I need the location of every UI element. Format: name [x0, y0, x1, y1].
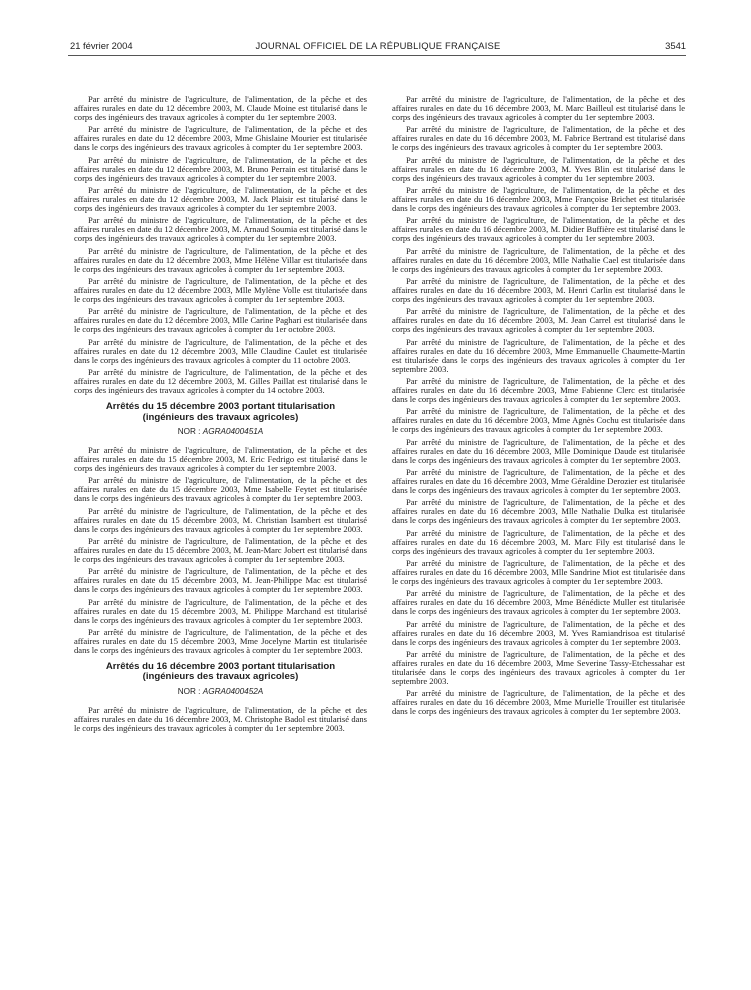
nor-reference: [74, 687, 367, 696]
decree-paragraph: Par arrêté du ministre de l'agriculture, de l'alimentation, de la pêche et des affaires rurales en date du 16 décembre 2003, Mme Géraldine Derozier est titularisée dans le corps des ingénieurs des travaux agricoles à compter du 1er septembre 2003.: [392, 466, 685, 496]
page-number: 3541: [665, 40, 686, 51]
right-column: [392, 95, 685, 720]
decree-paragraph: Par arrêté du ministre de l'agriculture, de l'alimentation, de la pêche et des affaires rurales en date du 12 décembre 2003, M. Arnaud Soumia est titularisé dans le corps des ingénieurs des travaux agricoles à compter du 1er septembre 2003.: [74, 215, 367, 244]
decree-paragraph: Par arrêté du ministre de l'agriculture, de l'alimentation, de la pêche et des affaires rurales en date du 15 décembre 2003, M. Eric Fedrigo est titularisé dans le corps des ingénieurs des travaux agricoles à compter du 1er septembre 2003.: [74, 444, 367, 473]
decree-paragraph: Par arrêté du ministre de l'agriculture, de l'alimentation, de la pêche et des affaires rurales en date du 16 décembre 2003, M. Henri Carlin est titularisé dans le corps des ingénieurs des travaux agricoles à compter du 1er septembre 2003.: [392, 275, 685, 305]
section-subtitle-line: (ingénieurs des travaux agricoles): [142, 411, 299, 423]
left-column: [74, 95, 367, 736]
decree-paragraph: Par arrêté du ministre de l'agriculture, de l'alimentation, de la pêche et des affaires rurales en date du 16 décembre 2003, Mme Severine Tassy-Etchessahar est titularisée dans le corps des ingénieurs des travaux agricoles à compter du 1er septembre 2003.: [392, 648, 685, 687]
decree-paragraph: Par arrêté du ministre de l'agriculture, de l'alimentation, de la pêche et des affaires rurales en date du 16 décembre 2003, M. Marc Fily est titularisé dans le corps des ingénieurs des travaux agricoles à compter du 1er septembre 2003.: [392, 527, 685, 556]
decree-paragraph: Par arrêté du ministre de l'agriculture, de l'alimentation, de la pêche et des affaires rurales en date du 12 décembre 2003, M. Claude Moine est titularisé dans le corps des ingénieurs des travaux agricoles à compter du 1er septembre 2003.: [74, 94, 367, 123]
decree-paragraph: Par arrêté du ministre de l'agriculture, de l'alimentation, de la pêche et des affaires rurales en date du 12 décembre 2003, Mme Ghislaine Mourier est titularisée dans le corps des ingénieurs des travaux agricoles à compter du 1er septembre 2003.: [74, 124, 367, 153]
nor-code: AGRA0400451A: [202, 426, 264, 436]
decree-paragraph: Par arrêté du ministre de l'agriculture, de l'alimentation, de la pêche et des affaires rurales en date du 16 décembre 2003, M. Christophe Badol est titularisé dans le corps des ingénieurs des travaux agricoles à compter du 1er septembre 2003.: [74, 704, 367, 733]
decree-paragraph: Par arrêté du ministre de l'agriculture, de l'alimentation, de la pêche et des affaires rurales en date du 15 décembre 2003, Mme Isabelle Feytet est titularisée dans le corps des ingénieurs des travaux agricoles à compter du 1er septembre 2003.: [74, 475, 367, 504]
decree-paragraph: Par arrêté du ministre de l'agriculture, de l'alimentation, de la pêche et des affaires rurales en date du 12 décembre 2003, M. Jack Plaisir est titularisé dans le corps des ingénieurs des travaux agricoles à compter du 1er septembre 2003.: [74, 184, 367, 214]
decree-paragraph: Par arrêté du ministre de l'agriculture, de l'alimentation, de la pêche et des affaires rurales en date du 12 décembre 2003, Mme Hélène Villar est titularisée dans le corps des ingénieurs des travaux agricoles à compter du 1er septembre 2003.: [74, 245, 367, 274]
nor-code: AGRA0400452A: [202, 686, 264, 696]
decree-paragraph: Par arrêté du ministre de l'agriculture, de l'alimentation, de la pêche et des affaires rurales en date du 15 décembre 2003, M. Jean-Marc Jobert est titularisé dans le corps des ingénieurs des travaux agricoles à compter du 1er septembre 2003.: [74, 535, 367, 564]
decree-paragraph: Par arrêté du ministre de l'agriculture, de l'alimentation, de la pêche et des affaires rurales en date du 16 décembre 2003, M. Yves Blin est titularisé dans le corps des ingénieurs des travaux agricoles à compter du 1er septembre 2003.: [392, 154, 685, 183]
section-title-line: Arrêtés du 16 décembre 2003 portant titularisation: [105, 661, 336, 673]
decree-paragraph: Par arrêté du ministre de l'agriculture, de l'alimentation, de la pêche et des affaires rurales en date du 16 décembre 2003, Mme Fabienne Clerc est titularisée dans le corps des ingénieurs des travaux agricoles à compter du 1er septembre 2003.: [392, 376, 685, 405]
decree-paragraph: Par arrêté du ministre de l'agriculture, de l'alimentation, de la pêche et des affaires rurales en date du 16 décembre 2003, M. Yves Ramiandrisoa est titularisé dans le corps des ingénieurs des travaux agricoles à compter du 1er septembre 2003.: [392, 618, 685, 647]
section-heading-15-december: [74, 402, 367, 436]
decree-paragraph: Par arrêté du ministre de l'agriculture, de l'alimentation, de la pêche et des affaires rurales en date du 15 décembre 2003, Mme Jocelyne Martin est titularisée dans le corps des ingénieurs des travaux agricoles à compter du 1er septembre 2003.: [74, 626, 367, 655]
section-subtitle-line: (ingénieurs des travaux agricoles): [142, 671, 299, 683]
decree-paragraph: Par arrêté du ministre de l'agriculture, de l'alimentation, de la pêche et des affaires rurales en date du 16 décembre 2003, M. Marc Bailleul est titularisé dans le corps des ingénieurs des travaux agricoles à compter du 1er septembre 2003.: [392, 94, 685, 123]
decree-paragraph: Par arrêté du ministre de l'agriculture, de l'alimentation, de la pêche et des affaires rurales en date du 16 décembre 2003, Mme Agnès Cochu est titularisée dans le corps des ingénieurs des travaux agricoles à compter du 1er septembre 2003.: [392, 406, 685, 435]
journal-title: JOURNAL OFFICIEL DE LA RÉPUBLIQUE FRANÇAISE: [255, 40, 501, 51]
decree-paragraph: Par arrêté du ministre de l'agriculture, de l'alimentation, de la pêche et des affaires rurales en date du 16 décembre 2003, Mlle Dominique Daude est titularisée dans le corps des ingénieurs des travaux agricoles à compter du 1er septembre 2003.: [392, 436, 685, 465]
nor-reference: [74, 427, 367, 436]
issue-date: 21 février 2004: [70, 40, 133, 51]
decree-paragraph: Par arrêté du ministre de l'agriculture, de l'alimentation, de la pêche et des affaires rurales en date du 15 décembre 2003, M. Christian Isambert est titularisé dans le corps des ingénieurs des travaux agricoles à compter du 1er septembre 2003.: [74, 505, 367, 534]
nor-label: NOR :: [177, 686, 203, 696]
nor-label: NOR :: [177, 426, 203, 436]
decree-paragraph: Par arrêté du ministre de l'agriculture, de l'alimentation, de la pêche et des affaires rurales en date du 16 décembre 2003, M. Didier Buffière est titularisé dans le corps des ingénieurs des travaux agricoles à compter du 1er septembre 2003.: [392, 215, 685, 244]
decree-paragraph: Par arrêté du ministre de l'agriculture, de l'alimentation, de la pêche et des affaires rurales en date du 15 décembre 2003, M. Jean-Philippe Mac est titularisé dans le corps des ingénieurs des travaux agricoles à compter du 1er septembre 2003.: [74, 566, 367, 595]
decree-paragraph: Par arrêté du ministre de l'agriculture, de l'alimentation, de la pêche et des affaires rurales en date du 12 décembre 2003, M. Bruno Perrain est titularisé dans le corps des ingénieurs des travaux agricoles à compter du 1er septembre 2003.: [74, 154, 367, 183]
decree-paragraph: Par arrêté du ministre de l'agriculture, de l'alimentation, de la pêche et des affaires rurales en date du 16 décembre 2003, Mme Bénédicte Muller est titularisée dans le corps des ingénieurs des travaux agricoles à compter du 1er septembre 2003.: [392, 588, 685, 617]
decree-paragraph: Par arrêté du ministre de l'agriculture, de l'alimentation, de la pêche et des affaires rurales en date du 16 décembre 2003, Mme Françoise Brichet est titularisée dans le corps des ingénieurs des travaux agricoles à compter du 1er septembre 2003.: [392, 184, 685, 214]
decree-paragraph: Par arrêté du ministre de l'agriculture, de l'alimentation, de la pêche et des affaires rurales en date du 16 décembre 2003, M. Fabrice Bertrand est titularisé dans le corps des ingénieurs des travaux agricoles à compter du 1er septembre 2003.: [392, 124, 685, 153]
decree-paragraph: Par arrêté du ministre de l'agriculture, de l'alimentation, de la pêche et des affaires rurales en date du 12 décembre 2003, Mlle Mylène Volle est titularisée dans le corps des ingénieurs des travaux agricoles à compter du 1er septembre 2003.: [74, 275, 367, 305]
decree-paragraph: Par arrêté du ministre de l'agriculture, de l'alimentation, de la pêche et des affaires rurales en date du 12 décembre 2003, Mlle Carine Paghari est titularisée dans le corps des ingénieurs des travaux agricoles à compter du 1er octobre 2003.: [74, 306, 367, 335]
decree-paragraph: Par arrêté du ministre de l'agriculture, de l'alimentation, de la pêche et des affaires rurales en date du 16 décembre 2003, Mme Emmanuelle Chaumette-Martin est titularisée dans le corps des ingénieurs des travaux agricoles à compter du 1er septembre 2003.: [392, 336, 685, 374]
decree-paragraph: Par arrêté du ministre de l'agriculture, de l'alimentation, de la pêche et des affaires rurales en date du 16 décembre 2003, Mme Murielle Trouiller est titularisée dans le corps des ingénieurs des travaux agricoles à compter du 1er septembre 2003.: [392, 688, 685, 717]
decree-paragraph: Par arrêté du ministre de l'agriculture, de l'alimentation, de la pêche et des affaires rurales en date du 16 décembre 2003, M. Jean Carrel est titularisé dans le corps des ingénieurs des travaux agricoles à compter du 1er septembre 2003.: [392, 306, 685, 335]
decree-paragraph: Par arrêté du ministre de l'agriculture, de l'alimentation, de la pêche et des affaires rurales en date du 16 décembre 2003, Mlle Sandrine Miot est titularisée dans le corps des ingénieurs des travaux agricoles à compter du 1er septembre 2003.: [392, 557, 685, 587]
section-title-line: Arrêtés du 15 décembre 2003 portant titularisation: [105, 401, 336, 413]
decree-paragraph: Par arrêté du ministre de l'agriculture, de l'alimentation, de la pêche et des affaires rurales en date du 16 décembre 2003, Mlle Nathalie Cael est titularisée dans le corps des ingénieurs des travaux agricoles à compter du 1er septembre 2003.: [392, 245, 685, 274]
decree-paragraph: Par arrêté du ministre de l'agriculture, de l'alimentation, de la pêche et des affaires rurales en date du 16 décembre 2003, Mlle Nathalie Dulka est titularisée dans le corps des ingénieurs des travaux agricoles à compter du 1er septembre 2003.: [392, 497, 685, 526]
page-header: [70, 40, 686, 54]
section-heading-16-december: [74, 662, 367, 696]
decree-paragraph: Par arrêté du ministre de l'agriculture, de l'alimentation, de la pêche et des affaires rurales en date du 12 décembre 2003, M. Gilles Paillat est titularisé dans le corps des ingénieurs des travaux agricoles à compter du 14 octobre 2003.: [74, 366, 367, 396]
decree-paragraph: Par arrêté du ministre de l'agriculture, de l'alimentation, de la pêche et des affaires rurales en date du 15 décembre 2003, M. Philippe Marchand est titularisé dans le corps des ingénieurs des travaux agricoles à compter du 1er septembre 2003.: [74, 596, 367, 625]
header-rule: [68, 55, 686, 56]
decree-paragraph: Par arrêté du ministre de l'agriculture, de l'alimentation, de la pêche et des affaires rurales en date du 12 décembre 2003, Mlle Claudine Caulet est titularisée dans le corps des ingénieurs des travaux agricoles à compter du 11 octobre 2003.: [74, 336, 367, 365]
